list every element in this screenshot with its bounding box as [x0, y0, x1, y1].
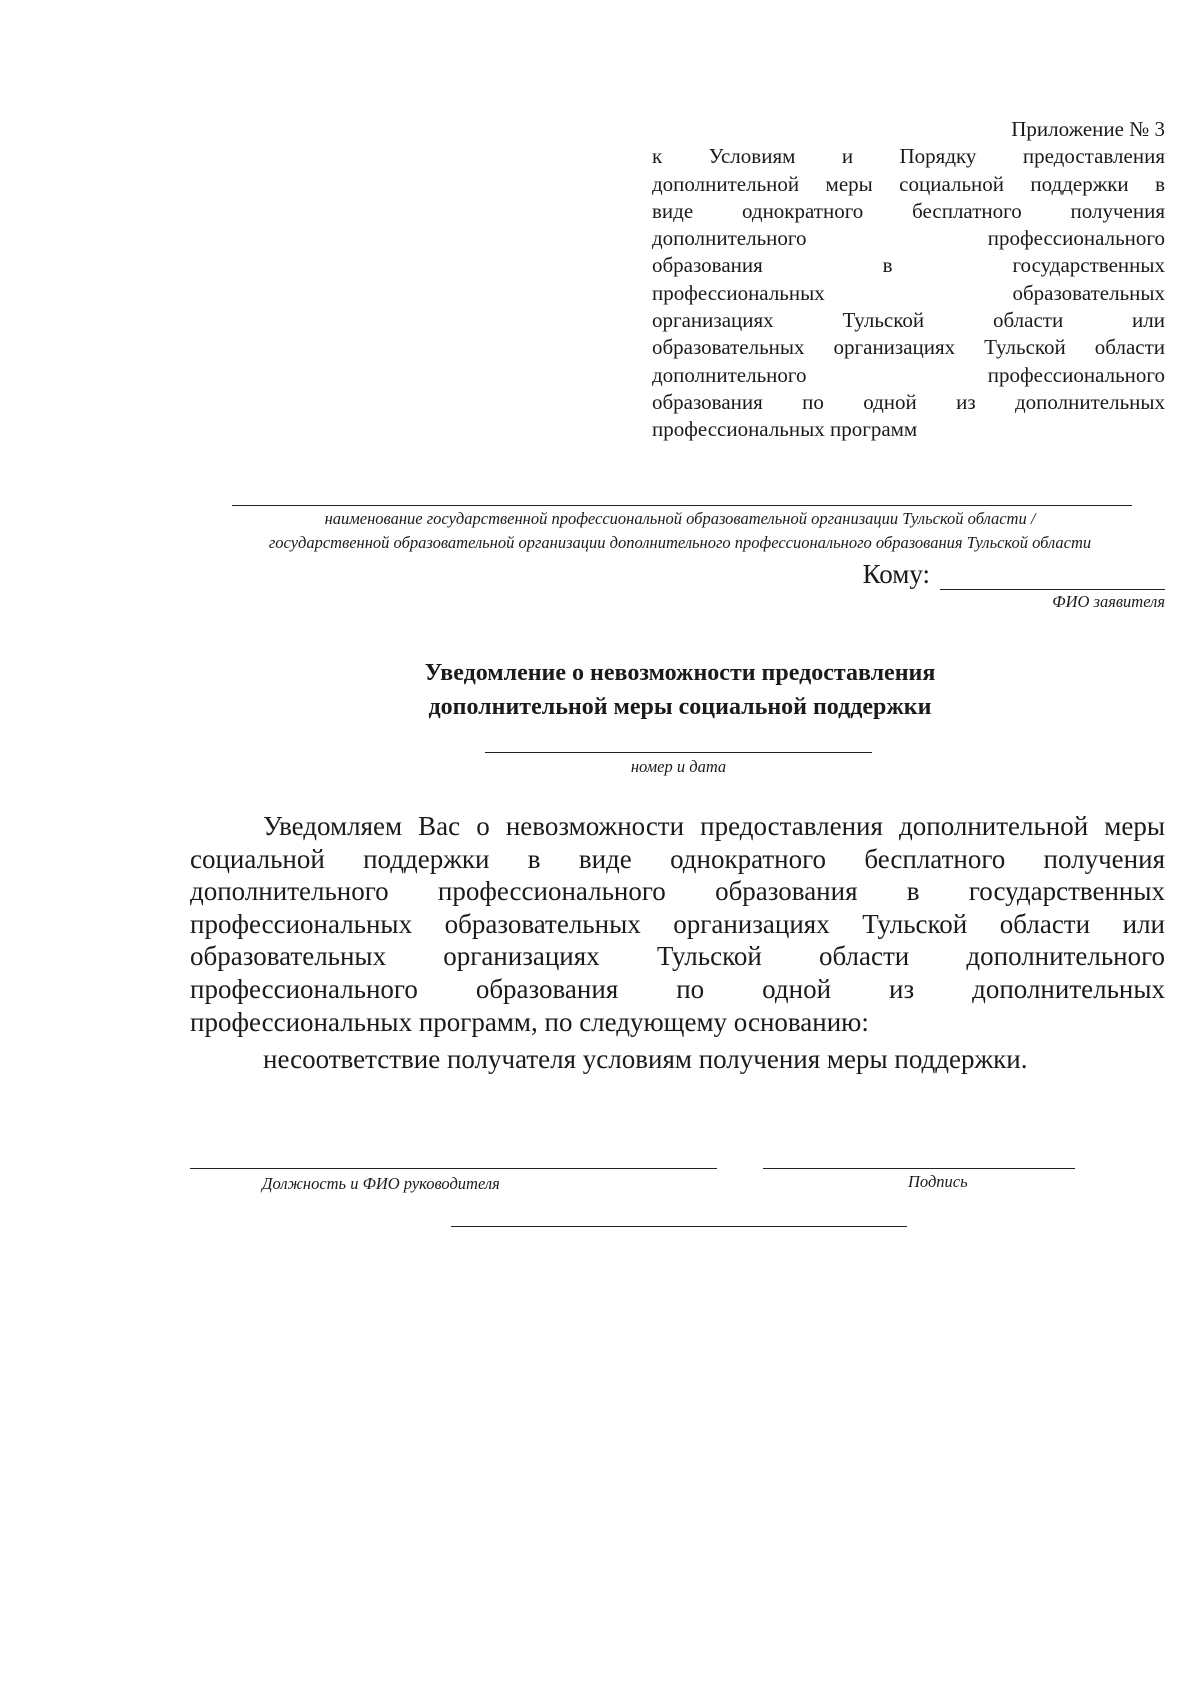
- body-line: профессиональных образовательных организациях Тульской области или: [190, 908, 1165, 939]
- recipient-label: Кому:: [862, 559, 930, 589]
- head-position-name-caption: Должность и ФИО руководителя: [262, 1174, 500, 1193]
- bottom-line: [451, 1226, 907, 1227]
- recipient-field: [863, 558, 1165, 590]
- head-position-name-line: [190, 1168, 717, 1169]
- number-date-line: [485, 752, 872, 753]
- appendix-line: дополнительного профессионального: [652, 226, 1165, 251]
- appendix-number: Приложение № 3: [1011, 117, 1165, 141]
- organization-caption-line: государственной образовательной организации дополнительного профессионального образования Тульской области: [268, 533, 1092, 552]
- number-date-caption: номер и дата: [630, 757, 727, 776]
- signature-caption: Подпись: [908, 1172, 968, 1191]
- body-line: дополнительного профессионального образования в государственных: [190, 876, 1165, 907]
- body-line: Уведомляем Вас о невозможности предоставления дополнительной меры: [263, 811, 1165, 841]
- body-line: профессионального образования по одной из дополнительных: [190, 973, 1165, 1004]
- appendix-line: образовательных организациях Тульской области: [652, 335, 1165, 360]
- appendix-block: [652, 116, 1165, 444]
- recipient-caption: ФИО заявителя: [1052, 592, 1165, 611]
- organization-caption: [160, 507, 1200, 555]
- appendix-line: дополнительной меры социальной поддержки в: [652, 171, 1165, 196]
- appendix-line: профессиональных программ: [652, 417, 918, 442]
- document-title: [300, 656, 1060, 724]
- appendix-line: образования по одной из дополнительных: [652, 389, 1165, 414]
- appendix-line: образования в государственных: [652, 253, 1165, 278]
- appendix-line: организациях Тульской области или: [652, 308, 1165, 333]
- appendix-line: к Условиям и Порядку предоставления: [652, 144, 1165, 169]
- body-paragraph: [190, 810, 1165, 1038]
- refusal-reason: несоответствие получателя условиям получения меры поддержки.: [263, 1044, 1028, 1074]
- organization-name-line: [232, 505, 1132, 506]
- organization-caption-line: наименование государственной профессиональной образовательной организации Тульской области /: [324, 509, 1036, 528]
- body-line: социальной поддержки в виде однократного бесплатного получения: [190, 843, 1165, 874]
- appendix-line: профессиональных образовательных: [652, 280, 1165, 305]
- appendix-line: виде однократного бесплатного получения: [652, 198, 1165, 223]
- body-line: профессиональных программ, по следующему основанию:: [190, 1006, 869, 1037]
- document-title-line: Уведомление о невозможности предоставления: [424, 660, 936, 686]
- document-title-line: дополнительной меры социальной поддержки: [428, 694, 932, 720]
- signature-line: [763, 1168, 1075, 1169]
- appendix-line: дополнительного профессионального: [652, 362, 1165, 387]
- body-line: образовательных организациях Тульской области дополнительного: [190, 941, 1165, 972]
- recipient-blank-line: [940, 563, 1165, 590]
